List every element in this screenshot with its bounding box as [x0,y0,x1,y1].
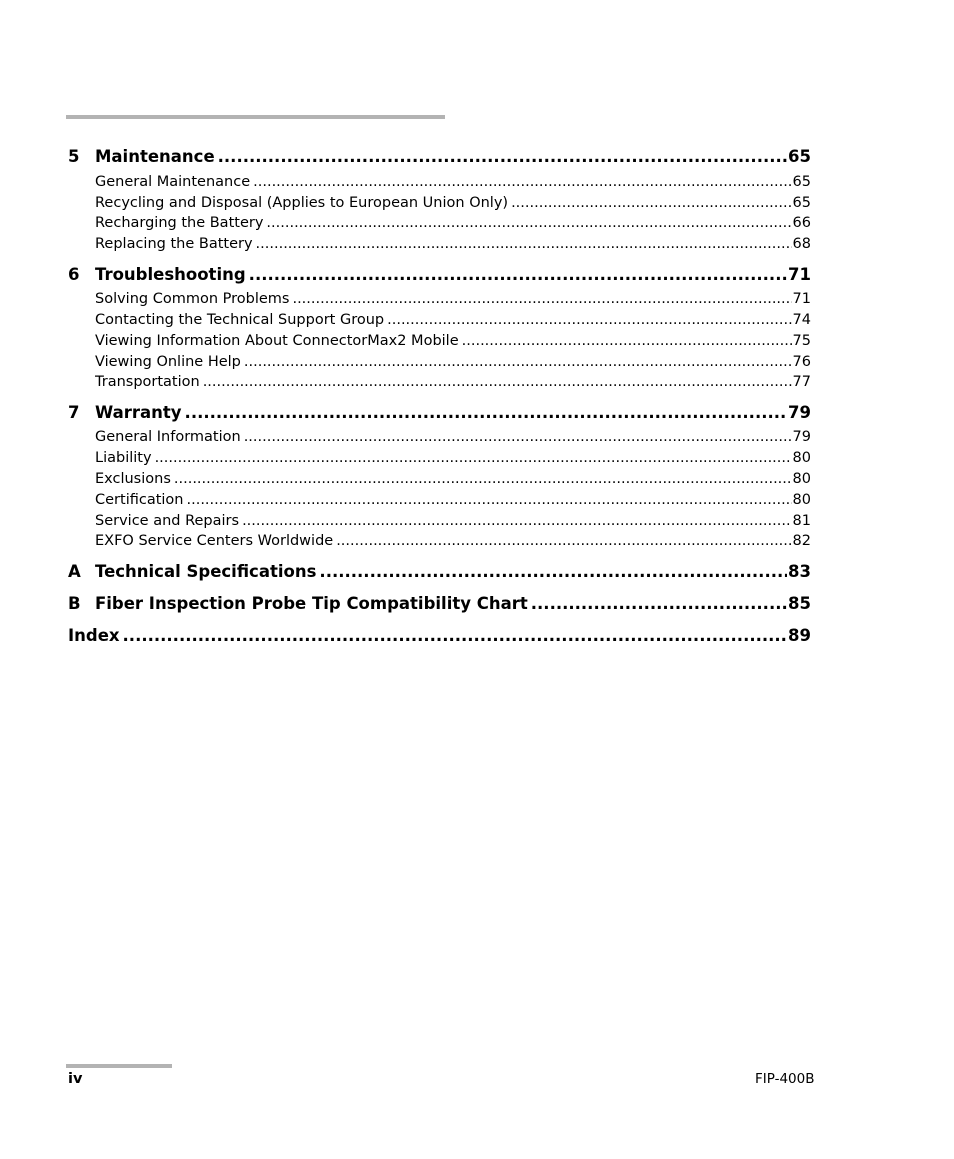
dot-leader [511,195,791,211]
header-rule [66,115,445,119]
index-title: Index [68,626,120,645]
dot-leader [462,333,792,349]
page-number: 79 [788,403,811,422]
toc-item-service-repairs[interactable] [95,513,811,529]
page-number: 71 [788,265,811,284]
dot-leader [387,312,791,328]
toc-item-recycling-disposal[interactable] [95,195,811,211]
page-number: 75 [792,333,811,349]
dot-leader [244,354,792,370]
dot-leader [155,450,792,466]
item-title: Solving Common Problems [95,291,290,307]
toc-chapter-warranty[interactable] [68,403,811,422]
dot-leader [336,533,791,549]
toc-item-viewing-information[interactable] [95,333,811,349]
appendix-title: Technical Specifications [95,562,317,581]
item-title: Recycling and Disposal (Applies to European Union Only) [95,195,509,211]
dot-leader [292,291,791,307]
toc-item-online-help[interactable] [95,354,811,370]
toc-item-general-information[interactable] [95,429,811,445]
page-number: 71 [792,291,811,307]
dot-leader [531,594,787,613]
chapter-number: 6 [68,265,80,284]
appendix-title: Fiber Inspection Probe Tip Compatibility Chart [95,594,528,613]
page-number: 80 [792,492,811,508]
toc-item-recharging-battery[interactable] [95,215,811,231]
toc-item-contacting-support[interactable] [95,312,811,328]
chapter-number: 5 [68,147,80,166]
toc-chapter-maintenance[interactable] [68,147,811,166]
toc-item-service-centers[interactable] [95,533,811,549]
page-number: 68 [792,236,811,252]
item-title: Viewing Online Help [95,354,241,370]
dot-leader [123,626,788,645]
item-title: Contacting the Technical Support Group [95,312,385,328]
item-title: Service and Repairs [95,513,240,529]
page-number: 79 [792,429,811,445]
page-number: 77 [792,374,811,390]
item-title: Viewing Information About ConnectorMax2 Mobile [95,333,459,349]
toc-item-replacing-battery[interactable] [95,236,811,252]
page-number: 85 [788,594,811,613]
toc-appendix-technical-specifications[interactable] [68,562,811,581]
dot-leader [203,374,792,390]
page-number: 66 [792,215,811,231]
toc-index[interactable] [68,626,811,645]
chapter-title: Maintenance [95,147,215,166]
item-title: Certification [95,492,184,508]
dot-leader [253,174,791,190]
page-number: 65 [788,147,811,166]
dot-leader [256,236,792,252]
toc-item-liability[interactable] [95,450,811,466]
item-title: General Maintenance [95,174,251,190]
dot-leader [242,513,791,529]
toc-item-certification[interactable] [95,492,811,508]
page-number: 83 [788,562,811,581]
appendix-letter: A [68,562,81,581]
page-number: 65 [792,174,811,190]
dot-leader [249,265,787,284]
dot-leader [218,147,787,166]
footer-rule [66,1064,172,1068]
page-number: 82 [792,533,811,549]
chapter-number: 7 [68,403,80,422]
dot-leader [174,471,792,487]
chapter-title: Troubleshooting [95,265,246,284]
page-number: 80 [792,471,811,487]
dot-leader [266,215,791,231]
page-number: 89 [788,626,811,645]
item-title: Transportation [95,374,200,390]
toc-item-solving-problems[interactable] [95,291,811,307]
toc-appendix-probe-tip-chart[interactable] [68,594,811,613]
item-title: Liability [95,450,152,466]
page-number: 65 [792,195,811,211]
item-title: Recharging the Battery [95,215,264,231]
item-title: Replacing the Battery [95,236,253,252]
appendix-letter: B [68,594,81,613]
item-title: EXFO Service Centers Worldwide [95,533,334,549]
page-number: 76 [792,354,811,370]
item-title: Exclusions [95,471,171,487]
toc-item-general-maintenance[interactable] [95,174,811,190]
footer-page-number: iv [68,1071,83,1087]
dot-leader [185,403,787,422]
toc-chapter-troubleshooting[interactable] [68,265,811,284]
item-title: General Information [95,429,241,445]
page-number: 81 [792,513,811,529]
dot-leader [319,562,787,581]
dot-leader [187,492,792,508]
chapter-title: Warranty [95,403,182,422]
toc-item-exclusions[interactable] [95,471,811,487]
toc-item-transportation[interactable] [95,374,811,390]
footer-document-id: FIP-400B [755,1071,815,1087]
page-number: 80 [792,450,811,466]
page-number: 74 [792,312,811,328]
dot-leader [244,429,792,445]
